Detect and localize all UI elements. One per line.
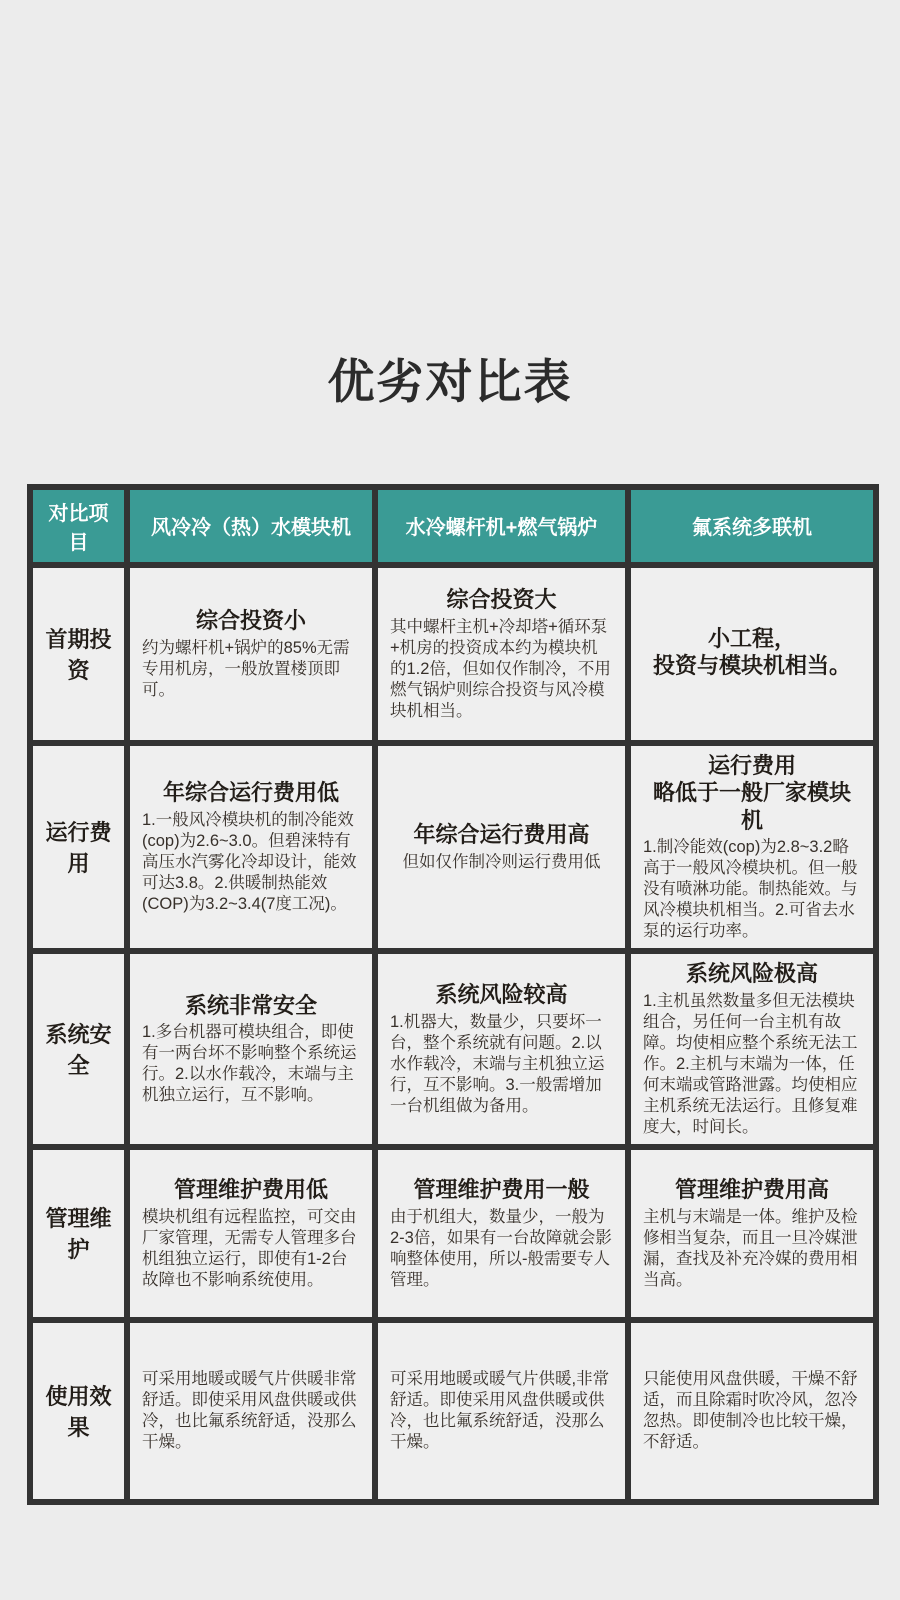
table-row [30, 743, 876, 952]
cell-body: 由于机组大，数量少，一般为2-3倍，如果有一台故障就会影响整体使用，所以-般需要专人管理。 [390, 1207, 612, 1289]
cell-heading: 综合投资小 [195, 608, 306, 633]
column-header-1: 风冷冷（热）水模块机 [127, 487, 375, 565]
row-label-2: 系统安全 [30, 951, 127, 1147]
header-row [30, 487, 876, 565]
cell-body: 模块机组有远程监控，可交由厂家管理，无需专人管理多台机组独立运行，即使有1-2台故障也不影响系统使用。 [142, 1207, 357, 1289]
cell-1-0 [127, 743, 375, 952]
cell-3-1 [375, 1147, 628, 1320]
cell-heading: 管理维护费用高 [674, 1177, 829, 1202]
cell-heading: 管理维护费用低 [173, 1177, 328, 1202]
comparison-table [27, 484, 879, 1505]
cell-body: 可采用地暖或暖气片供暖非常舒适。即使采用风盘供暖或供冷，也比氟系统舒适，没那么干燥。 [142, 1369, 357, 1451]
row-label-0: 首期投资 [30, 565, 127, 743]
cell-4-2 [628, 1320, 876, 1502]
cell-heading: 小工程， 投资与模块机相当。 [652, 625, 851, 679]
cell-4-0 [127, 1320, 375, 1502]
cell-4-1 [375, 1320, 628, 1502]
cell-heading: 管理维护费用一般 [413, 1177, 590, 1202]
cell-0-1 [375, 565, 628, 743]
cell-heading: 系统非常安全 [184, 992, 317, 1018]
cell-body: 主机与末端是一体。维护及检修相当复杂，而且一旦冷媒泄漏，查找及补充冷媒的费用相当高。 [643, 1207, 858, 1289]
cell-heading: 系统风险极高 [685, 961, 818, 987]
row-label-4: 使用效果 [30, 1320, 127, 1502]
cell-body: 可采用地暖或暖气片供暖,非常舒适。即使采用风盘供暖或供冷，也比氟系统舒适，没那么干燥。 [390, 1369, 610, 1451]
column-header-0: 对比项目 [30, 487, 127, 565]
cell-body: 1.机器大，数量少，只要坏一台，整个系统就有问题。2.以水作载冷，末端与主机独立运行，互不影响。3.一般需增加一台机组做为备用。 [390, 1012, 605, 1115]
cell-heading: 年综合运行费用低 [162, 780, 339, 806]
cell-body: 1.主机虽然数量多但无法模块组合，另任何一台主机有故障。均使相应整个系统无法工作。2.主机与末端为一体，任何末端或管路泄露。均使相应主机系统无法运行。且修复难度大，时间长。 [643, 991, 858, 1136]
table-body [30, 565, 876, 1502]
cell-0-0 [127, 565, 375, 743]
cell-heading: 系统风险较高 [435, 982, 568, 1008]
table-row [30, 1147, 876, 1320]
cell-body: 只能使用风盘供暖，干燥不舒适，而且除霜时吹冷风，忽冷忽热。即使制冷也比较干燥，不舒适。 [643, 1369, 858, 1451]
cell-body: 1.一般风冷模块机的制冷能效(cop)为2.6~3.0。但碧涞特有高压水汽雾化冷却设计，能效可达3.8。2.供暖制热能效(COP)为3.2~3.4(7度工况)。 [142, 810, 357, 913]
cell-body: 其中螺杆主机+冷却塔+循环泵+机房的投资成本约为模块机的1.2倍，但如仅作制冷，不用燃气锅炉则综合投资与风冷模块机相当。 [390, 617, 611, 720]
table-row [30, 1320, 876, 1502]
row-label-3: 管理维护 [30, 1147, 127, 1320]
cell-2-0 [127, 951, 375, 1147]
row-label-1: 运行费用 [30, 743, 127, 952]
cell-2-1 [375, 951, 628, 1147]
cell-body: 但如仅作制冷则运行费用低 [402, 852, 601, 871]
cell-heading: 运行费用 略低于一般厂家模块机 [652, 752, 851, 833]
column-header-3: 氟系统多联机 [628, 487, 876, 565]
cell-3-2 [628, 1147, 876, 1320]
cell-body: 1.制冷能效(cop)为2.8~3.2略高于一般风冷模块机。但一般没有喷淋功能。制热能效。与风冷模块机相当。2.可省去水泵的运行功率。 [643, 838, 858, 941]
cell-body: 1.多台机器可模块组合，即使有一两台坏不影响整个系统运行。2.以水作载冷，末端与主机独立运行，互不影响。 [142, 1023, 357, 1105]
cell-1-1 [375, 743, 628, 952]
cell-1-2 [628, 743, 876, 952]
cell-3-0 [127, 1147, 375, 1320]
table-row [30, 565, 876, 743]
cell-heading: 综合投资大 [446, 587, 557, 612]
page-title: 优劣对比表 [327, 355, 573, 408]
cell-heading: 年综合运行费用高 [413, 822, 590, 848]
table-row [30, 951, 876, 1147]
cell-0-2 [628, 565, 876, 743]
cell-2-2 [628, 951, 876, 1147]
column-header-2: 水冷螺杆机+燃气锅炉 [375, 487, 628, 565]
cell-body: 约为螺杆机+锅炉的85%无需专用机房，一般放置楼顶即可。 [142, 638, 350, 699]
